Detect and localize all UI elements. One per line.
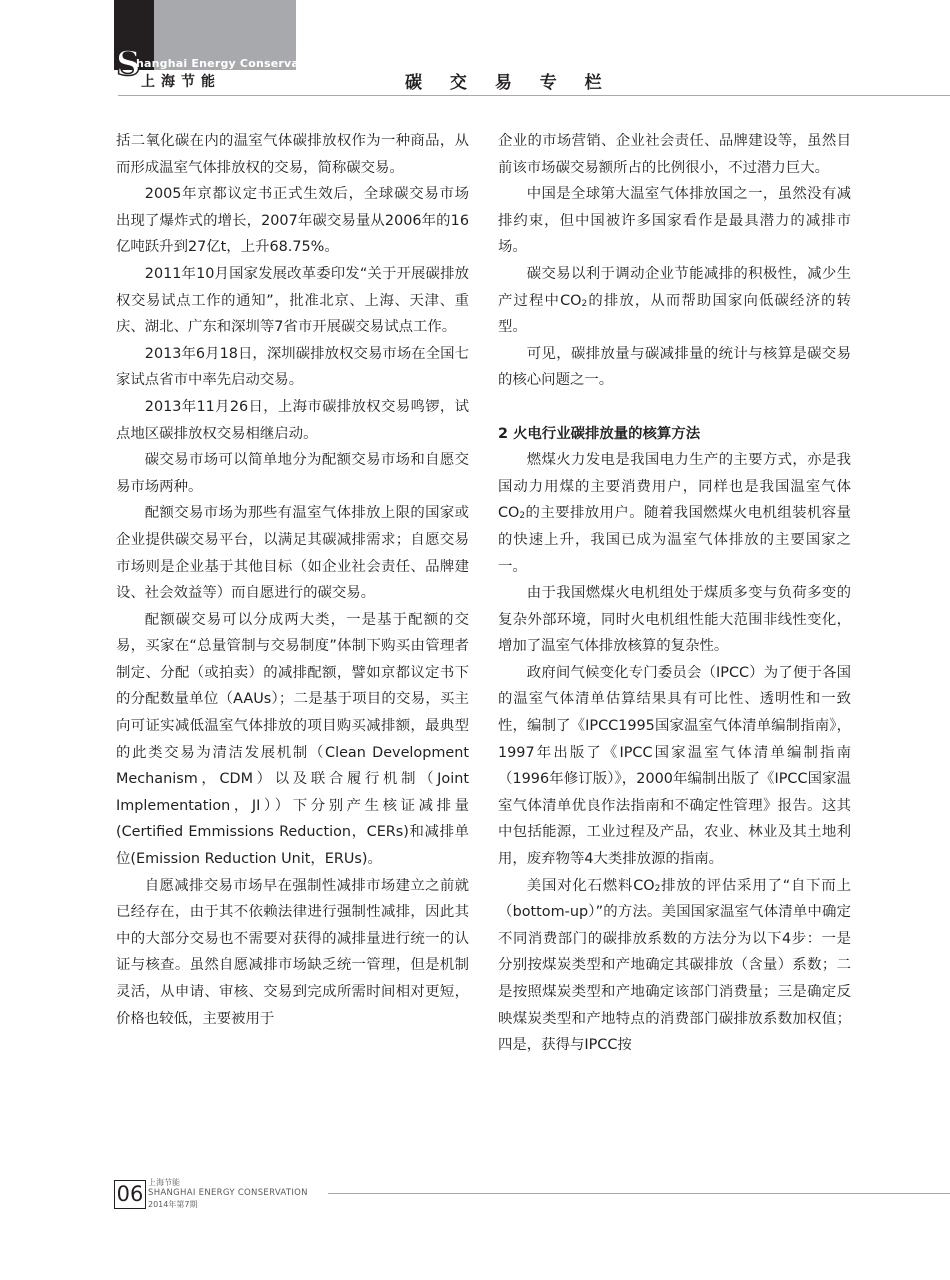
paragraph: 碳交易市场可以简单地分为配额交易市场和自愿交易市场两种。 xyxy=(116,452,469,495)
right-column xyxy=(498,128,851,1059)
paragraph: 政府间气候变化专门委员会（IPCC）为了便于各国的温室气体清单估算结果具有可比性、透明性和一致性，编制了《IPCC1995国家温室气体清单编制指南》，1997年出版了《IPCC国家温室气体清单编制指南（1996年修订版）》，2000年编制出版了《IPCC国家温室气体清单优良作法指南和不确定性管理》报告。这其中包括能源，工业过程及产品，农业、林业及其土地利用，废弃物等4大类排放源的指南。 xyxy=(498,664,851,868)
left-column xyxy=(116,128,469,1032)
footer-journal-cn: 上海节能 xyxy=(148,1178,180,1187)
paragraph: 可见，碳排放量与碳减排量的统计与核算是碳交易的核心问题之一。 xyxy=(498,345,851,389)
footer-divider xyxy=(328,1193,950,1194)
journal-name-chinese: 上海节能 xyxy=(141,74,221,90)
paragraph: 企业的市场营销、企业社会责任、品牌建设等，虽然目前该市场碳交易额所占的比例很小，不过潜力巨大。 xyxy=(498,133,851,176)
paragraph: 碳交易以利于调动企业节能减排的积极性，减少生产过程中$CO_2$的排放，从而帮助国家向低碳经济的转型。 xyxy=(498,265,851,336)
paragraph: 燃煤火力发电是我国电力生产的主要方式，亦是我国动力用煤的主要消费用户，同样也是我国温室气体$CO_2$的主要排放用户。随着我国燃煤火电机组装机容量的快速上升，我国已成为温室气体排放的主要国家之一。 xyxy=(498,452,851,575)
footer-journal-en: SHANGHAI ENERGY CONSERVATION xyxy=(148,1188,308,1198)
paragraph: 配额碳交易可以分成两大类，一是基于配额的交易，买家在“总量管制与交易制度”体制下购买由管理者制定、分配（或拍卖）的减排配额，譬如京都议定书下的分配数量单位（AAUs）；二是基于项目的交易，买主向可证实减低温室气体排放的项目购买减排额，最典型的此类交易为清洁发展机制（Clean Development Mechanism，CDM）以及联合履行机制（Joint Implementation，JI））下分别产生核证减排量(Certified Emmissions Reduction，CERs)和减排单位(Emission Reduction Unit，ERUs)。 xyxy=(116,611,469,868)
paragraph: 自愿减排交易市场早在强制性减排市场建立之前就已经存在，由于其不依赖法律进行强制性减排，因此其中的大部分交易也不需要对获得的减排量进行统一的认证与核查。虽然自愿减排市场缺乏统一管理，但是机制灵活，从申请、审核、交易到完成所需时间相对更短，价格也较低，主要被用于 xyxy=(116,877,469,1027)
paragraph: 2005年京都议定书正式生效后，全球碳交易市场出现了爆炸式的增长，2007年碳交易量从2006年的16亿吨跃升到27亿t，上升68.75%。 xyxy=(116,186,469,256)
footer-issue: 2014年第7期 xyxy=(148,1200,198,1209)
section-spacer xyxy=(498,394,851,421)
journal-name-english: hanghai Energy Conservation xyxy=(136,57,325,70)
paragraph: 2013年6月18日，深圳碳排放权交易市场在全国七家试点省市中率先启动交易。 xyxy=(116,345,469,389)
paragraph: 括二氧化碳在内的温室气体碳排放权作为一种商品，从而形成温室气体排放权的交易，简称碳交易。 xyxy=(116,133,469,176)
paragraph: 由于我国燃煤火电机组处于煤质多变与负荷多变的复杂外部环境，同时火电机组性能大范围非线性变化，增加了温室气体排放核算的复杂性。 xyxy=(498,585,851,655)
paragraph: 美国对化石燃料$CO_2$排放的评估采用了“自下而上（bottom-up）”的方法。美国国家温室气体清单中确定不同消费部门的碳排放系数的方法分为以下4步：一是分别按煤炭类型和产地确定其碳排放（含量）系数；二是按照煤炭类型和产地确定该部门消费量；三是确定反映煤炭类型和产地特点的消费部门碳排放系数加权值；四是，获得与IPCC按 xyxy=(498,877,851,1054)
journal-logo-letter: S xyxy=(116,44,141,84)
paragraph: 配额交易市场为那些有温室气体排放上限的国家或企业提供碳交易平台，以满足其碳减排需求；自愿交易市场则是企业基于其他目标（如企业社会责任、品牌建设、社会效益等）而自愿进行的碳交易。 xyxy=(116,505,469,602)
header-divider xyxy=(118,95,950,96)
paragraph: 2013年11月26日，上海市碳排放权交易鸣锣，试点地区碳排放权交易相继启动。 xyxy=(116,398,469,442)
paragraph: 中国是全球第大温室气体排放国之一，虽然没有减排约束，但中国被许多国家看作是最具潜力的减排市场。 xyxy=(498,186,851,256)
page-number: 06 xyxy=(114,1180,146,1209)
column-title: 碳 交 易 专 栏 xyxy=(405,73,613,93)
paragraph: 2011年10月国家发展改革委印发“关于开展碳排放权交易试点工作的通知”，批准北京、上海、天津、重庆、湖北、广东和深圳等7省市开展碳交易试点工作。 xyxy=(116,265,469,336)
section-heading: 2 火电行业碳排放量的核算方法 xyxy=(498,425,701,442)
